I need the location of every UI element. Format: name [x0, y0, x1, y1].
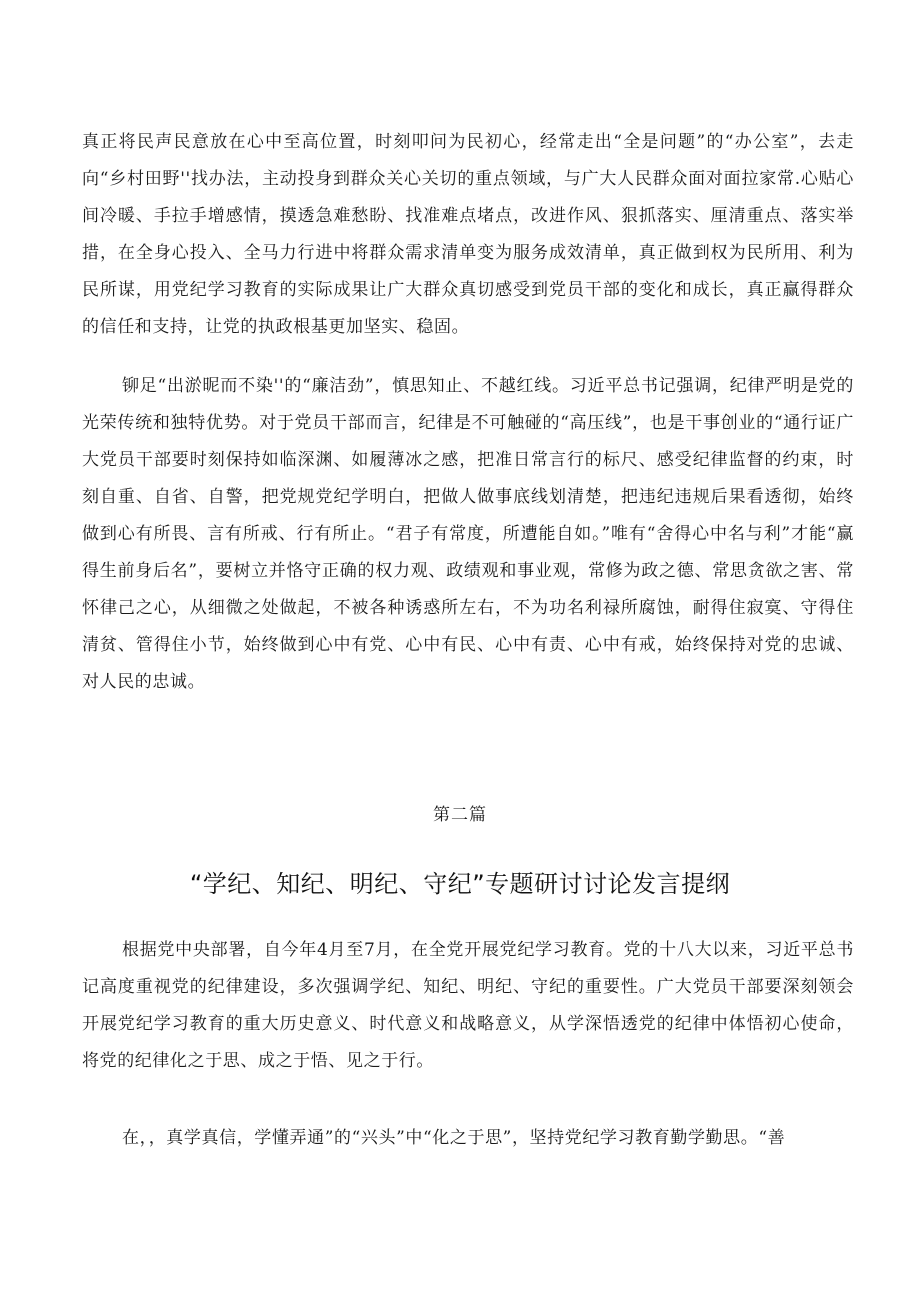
- document-title: “学纪、知纪、明纪、守纪”专题研讨讨论发言提纲: [189, 870, 731, 898]
- body-paragraph: 在，，真学真信，学懂弄通”的“兴头”中“化之于思”，坚持党纪学习教育勤学勤思。“善: [122, 1128, 786, 1148]
- body-paragraph: 根据党中央部署，自今年4月至7月，在全党开展党纪学习教育。党的十八大以来，习近平总书记高度重视党的纪律建设，多次强调学纪、知纪、明纪、守纪的重要性。广大党员干部要深刻领会开展党纪学习教育的重大历史意义、时代意义和战略意义，从学深悟透党的纪律中体悟初心使命，将党的纪律化之于思、成之于悟、见之于行。: [82, 940, 854, 1071]
- section-label: 第二篇: [433, 805, 487, 825]
- body-paragraph: 铆足“出淤昵而不染''的“廉洁劲”，慎思知止、不越红线。习近平总书记强调，纪律严明是党的光荣传统和独特优势。对于党员干部而言，纪律是不可触碰的“高压线”，也是干事创业的“通行证广大党员干部要时刻保持如临深渊、如履薄冰之感，把准日常言行的标尺、感受纪律监督的约束，时刻自重、自省、自警，把党规党纪学明白，把做人做事底线划清楚，把违纪违规后果看透彻，始终做到心有所畏、言有所戒、行有所止。“君子有常度，所遭能自如。”唯有“舍得心中名与利”才能“赢得生前身后名”，要树立并恪守正确的权力观、政绩观和事业观，常修为政之德、常思贪欲之害、常怀律己之心，从细微之处做起，不被各种诱惑所左右，不为功名利禄所腐蚀，耐得住寂寞、守得住清贫、管得住小节，始终做到心中有党、心中有民、心中有责、心中有戒，始终保持对党的忠诚、对人民的忠诚。: [82, 376, 854, 692]
- body-paragraph: 真正将民声民意放在心中至高位置，时刻叩问为民初心，经常走出“全是问题”的“办公室”，去走向“乡村田野''找办法，主动投身到群众关心关切的重点领域，与广大人民群众面对面拉家常.心贴心间冷暖、手拉手增感情，摸透急难愁盼、找准难点堵点，改进作风、狠抓落实、厘清重点、落实举措，在全身心投入、全马力行进中将群众需求清单变为服务成效清单，真正做到权为民所用、利为民所谋，用党纪学习教育的实际成果让广大群众真切感受到党员干部的变化和成长，真正赢得群众的信任和支持，让党的执政根基更加坚实、稳固。: [82, 132, 854, 337]
